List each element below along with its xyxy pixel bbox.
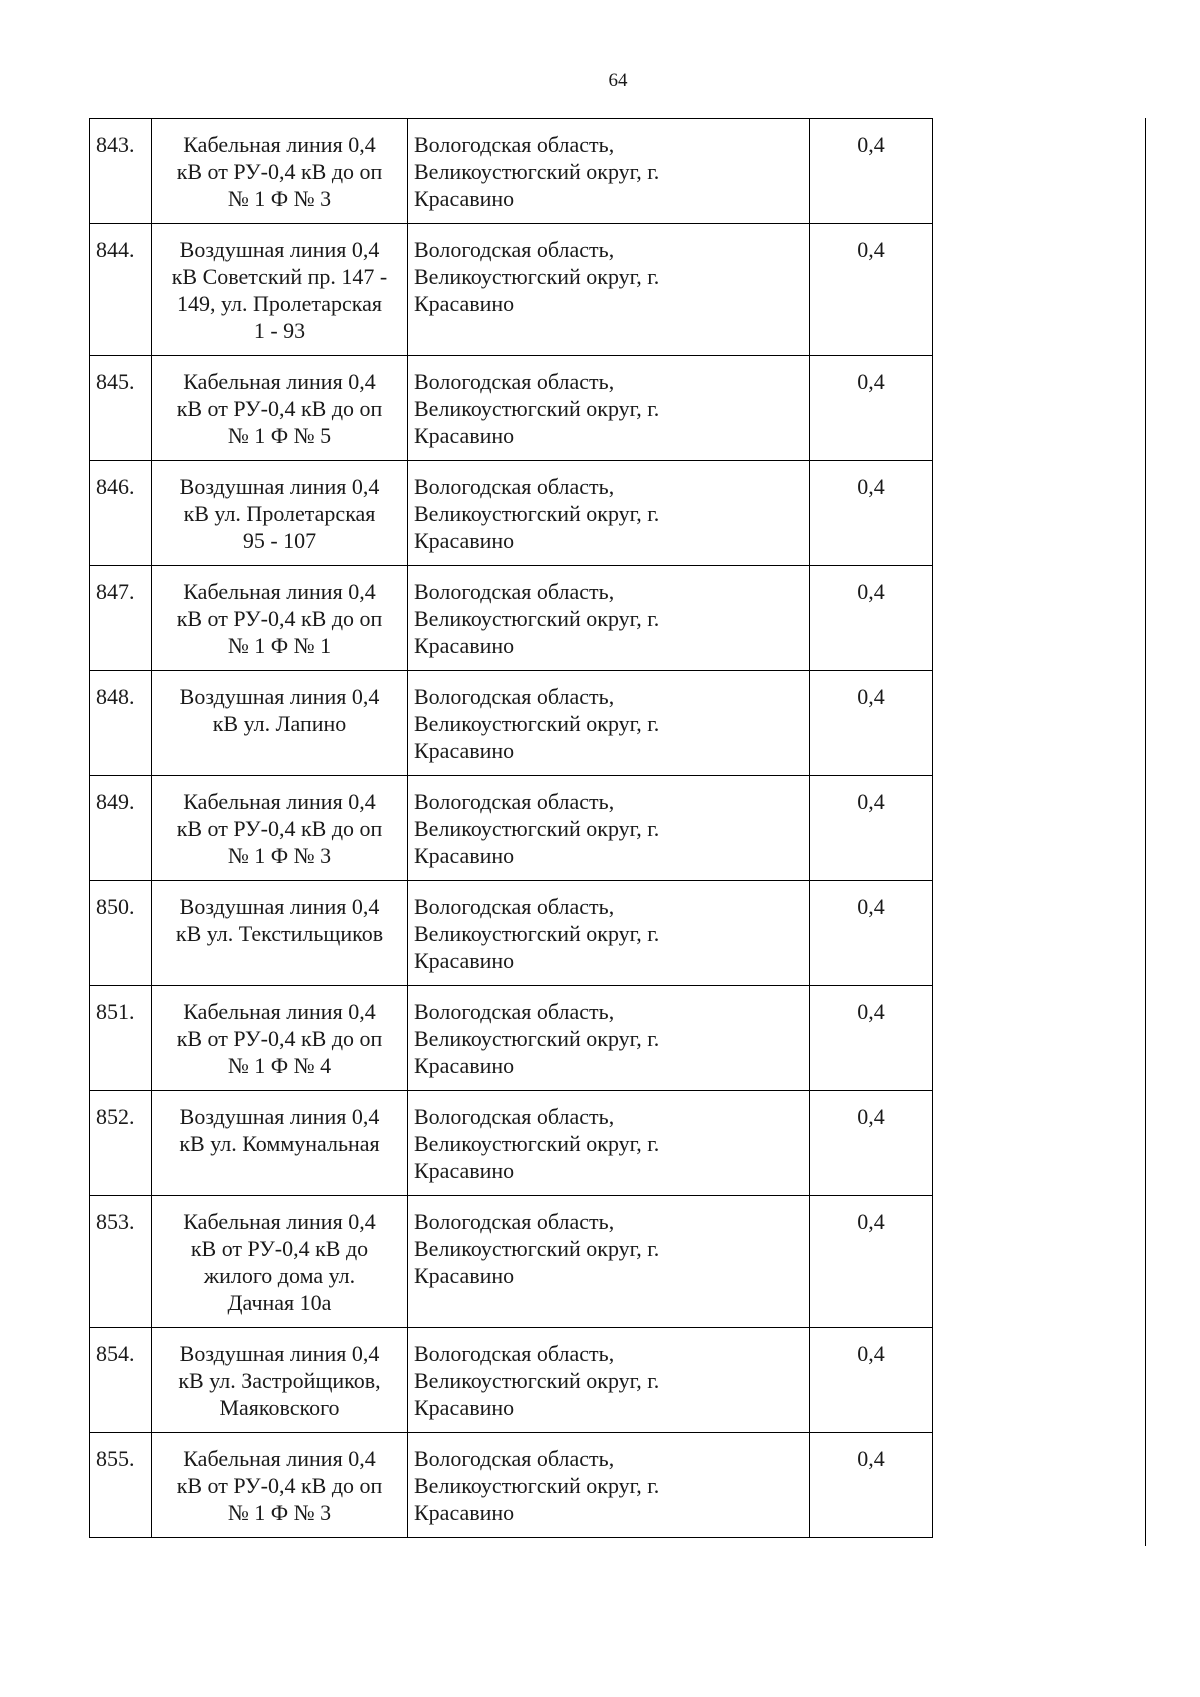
object-name-line: Воздушная линия 0,4 xyxy=(179,237,380,262)
table-row xyxy=(90,461,933,566)
object-name-line: 1 - 93 xyxy=(253,318,306,343)
object-name-line: № 1 Ф № 1 xyxy=(227,633,332,658)
address-line: Вологодская область, xyxy=(414,684,615,709)
address-line: Красавино xyxy=(414,1053,515,1078)
table-row xyxy=(90,986,933,1091)
object-name-line: Воздушная линия 0,4 xyxy=(179,474,380,499)
table-row xyxy=(90,566,933,671)
table-row xyxy=(90,1196,933,1328)
address-line: Великоустюгский округ, г. xyxy=(414,396,660,421)
row-number: 845. xyxy=(90,356,152,461)
address-cell xyxy=(408,1328,810,1433)
row-number: 848. xyxy=(90,671,152,776)
address-cell xyxy=(408,119,810,224)
row-number: 847. xyxy=(90,566,152,671)
voltage-cell: 0,4 xyxy=(810,1196,933,1328)
object-name-cell xyxy=(152,986,408,1091)
table-row xyxy=(90,776,933,881)
object-name-line: Кабельная линия 0,4 xyxy=(183,999,376,1024)
address-line: Вологодская область, xyxy=(414,579,615,604)
object-name-line: Кабельная линия 0,4 xyxy=(183,789,376,814)
object-name-line: кВ от РУ-0,4 кВ до оп xyxy=(176,159,383,184)
address-cell xyxy=(408,1091,810,1196)
address-cell xyxy=(408,356,810,461)
object-name-line: жилого дома ул. xyxy=(203,1263,356,1288)
address-line: Красавино xyxy=(414,1263,515,1288)
row-number: 853. xyxy=(90,1196,152,1328)
object-name-cell xyxy=(152,881,408,986)
row-number: 855. xyxy=(90,1433,152,1538)
address-line: Вологодская область, xyxy=(414,1209,615,1234)
address-cell xyxy=(408,986,810,1091)
object-name-line: № 1 Ф № 3 xyxy=(227,843,332,868)
table-row xyxy=(90,224,933,356)
object-name-line: Кабельная линия 0,4 xyxy=(183,369,376,394)
address-line: Вологодская область, xyxy=(414,1446,615,1471)
row-number: 844. xyxy=(90,224,152,356)
address-line: Вологодская область, xyxy=(414,132,615,157)
voltage-cell: 0,4 xyxy=(810,461,933,566)
object-name-line: Воздушная линия 0,4 xyxy=(179,1104,380,1129)
page-number: 64 xyxy=(608,70,628,91)
object-name-line: Воздушная линия 0,4 xyxy=(179,894,380,919)
object-name-cell xyxy=(152,1433,408,1538)
address-line: Великоустюгский округ, г. xyxy=(414,264,660,289)
table-row xyxy=(90,119,933,224)
address-cell xyxy=(408,881,810,986)
object-name-line: кВ от РУ-0,4 кВ до оп xyxy=(176,1026,383,1051)
address-line: Великоустюгский округ, г. xyxy=(414,921,660,946)
object-name-line: кВ от РУ-0,4 кВ до оп xyxy=(176,396,383,421)
object-name-cell xyxy=(152,671,408,776)
address-cell xyxy=(408,671,810,776)
object-name-line: № 1 Ф № 4 xyxy=(227,1053,332,1078)
object-name-line: Маяковского xyxy=(219,1395,340,1420)
voltage-cell: 0,4 xyxy=(810,986,933,1091)
table-row xyxy=(90,356,933,461)
object-name-line: кВ ул. Текстильщиков xyxy=(175,921,384,946)
address-line: Красавино xyxy=(414,948,515,973)
object-name-line: кВ ул. Коммунальная xyxy=(179,1131,380,1156)
address-cell xyxy=(408,224,810,356)
address-line: Вологодская область, xyxy=(414,369,615,394)
address-line: Красавино xyxy=(414,633,515,658)
address-line: Красавино xyxy=(414,291,515,316)
table-row xyxy=(90,1328,933,1433)
address-line: Великоустюгский округ, г. xyxy=(414,159,660,184)
row-number: 846. xyxy=(90,461,152,566)
address-line: Красавино xyxy=(414,423,515,448)
voltage-cell: 0,4 xyxy=(810,224,933,356)
object-name-line: кВ от РУ-0,4 кВ до оп xyxy=(176,606,383,631)
address-line: Красавино xyxy=(414,738,515,763)
object-name-line: № 1 Ф № 5 xyxy=(227,423,332,448)
address-line: Вологодская область, xyxy=(414,1341,615,1366)
object-name-line: кВ Советский пр. 147 - xyxy=(171,264,388,289)
voltage-cell: 0,4 xyxy=(810,1433,933,1538)
registry-table-body xyxy=(90,119,933,1538)
address-cell xyxy=(408,1196,810,1328)
right-margin-rule xyxy=(1145,118,1146,1546)
voltage-cell: 0,4 xyxy=(810,1091,933,1196)
object-name-cell xyxy=(152,1091,408,1196)
voltage-cell: 0,4 xyxy=(810,566,933,671)
object-name-line: Кабельная линия 0,4 xyxy=(183,132,376,157)
address-line: Великоустюгский округ, г. xyxy=(414,501,660,526)
object-name-cell xyxy=(152,1196,408,1328)
address-line: Красавино xyxy=(414,1158,515,1183)
object-name-cell xyxy=(152,461,408,566)
address-line: Великоустюгский округ, г. xyxy=(414,1026,660,1051)
row-number: 852. xyxy=(90,1091,152,1196)
object-name-line: № 1 Ф № 3 xyxy=(227,186,332,211)
address-cell xyxy=(408,776,810,881)
object-name-line: 149, ул. Пролетарская xyxy=(176,291,382,316)
object-name-line: кВ от РУ-0,4 кВ до оп xyxy=(176,816,383,841)
address-line: Великоустюгский округ, г. xyxy=(414,711,660,736)
object-name-line: Кабельная линия 0,4 xyxy=(183,579,376,604)
row-number: 851. xyxy=(90,986,152,1091)
address-line: Красавино xyxy=(414,528,515,553)
object-name-cell xyxy=(152,356,408,461)
object-name-line: Кабельная линия 0,4 xyxy=(183,1209,376,1234)
object-name-cell xyxy=(152,119,408,224)
address-line: Великоустюгский округ, г. xyxy=(414,606,660,631)
object-name-line: 95 - 107 xyxy=(242,528,317,553)
table-row xyxy=(90,881,933,986)
voltage-cell: 0,4 xyxy=(810,119,933,224)
address-line: Вологодская область, xyxy=(414,789,615,814)
address-line: Красавино xyxy=(414,186,515,211)
object-name-line: кВ ул. Лапино xyxy=(212,711,347,736)
row-number: 843. xyxy=(90,119,152,224)
address-line: Вологодская область, xyxy=(414,894,615,919)
table-row xyxy=(90,671,933,776)
address-cell xyxy=(408,566,810,671)
object-name-line: Воздушная линия 0,4 xyxy=(179,684,380,709)
object-name-cell xyxy=(152,1328,408,1433)
voltage-cell: 0,4 xyxy=(810,776,933,881)
object-name-line: Дачная 10а xyxy=(227,1290,332,1315)
object-name-line: кВ от РУ-0,4 кВ до xyxy=(190,1236,369,1261)
object-name-line: кВ от РУ-0,4 кВ до оп xyxy=(176,1473,383,1498)
address-line: Вологодская область, xyxy=(414,999,615,1024)
row-number: 850. xyxy=(90,881,152,986)
address-line: Великоустюгский округ, г. xyxy=(414,1368,660,1393)
table-row xyxy=(90,1433,933,1538)
object-name-cell xyxy=(152,224,408,356)
object-name-line: № 1 Ф № 3 xyxy=(227,1500,332,1525)
object-name-cell xyxy=(152,566,408,671)
table-row xyxy=(90,1091,933,1196)
voltage-cell: 0,4 xyxy=(810,1328,933,1433)
voltage-cell: 0,4 xyxy=(810,881,933,986)
row-number: 854. xyxy=(90,1328,152,1433)
voltage-cell: 0,4 xyxy=(810,671,933,776)
address-line: Вологодская область, xyxy=(414,1104,615,1129)
object-name-cell xyxy=(152,776,408,881)
object-name-line: Кабельная линия 0,4 xyxy=(183,1446,376,1471)
voltage-cell: 0,4 xyxy=(810,356,933,461)
row-number: 849. xyxy=(90,776,152,881)
address-line: Красавино xyxy=(414,1500,515,1525)
registry-table xyxy=(89,118,933,1538)
address-line: Великоустюгский округ, г. xyxy=(414,1131,660,1156)
address-line: Красавино xyxy=(414,1395,515,1420)
object-name-line: кВ ул. Пролетарская xyxy=(183,501,376,526)
address-line: Великоустюгский округ, г. xyxy=(414,1473,660,1498)
address-line: Вологодская область, xyxy=(414,474,615,499)
address-line: Красавино xyxy=(414,843,515,868)
object-name-line: Воздушная линия 0,4 xyxy=(179,1341,380,1366)
address-cell xyxy=(408,461,810,566)
object-name-line: кВ ул. Застройщиков, xyxy=(178,1368,381,1393)
address-line: Вологодская область, xyxy=(414,237,615,262)
address-cell xyxy=(408,1433,810,1538)
address-line: Великоустюгский округ, г. xyxy=(414,816,660,841)
address-line: Великоустюгский округ, г. xyxy=(414,1236,660,1261)
